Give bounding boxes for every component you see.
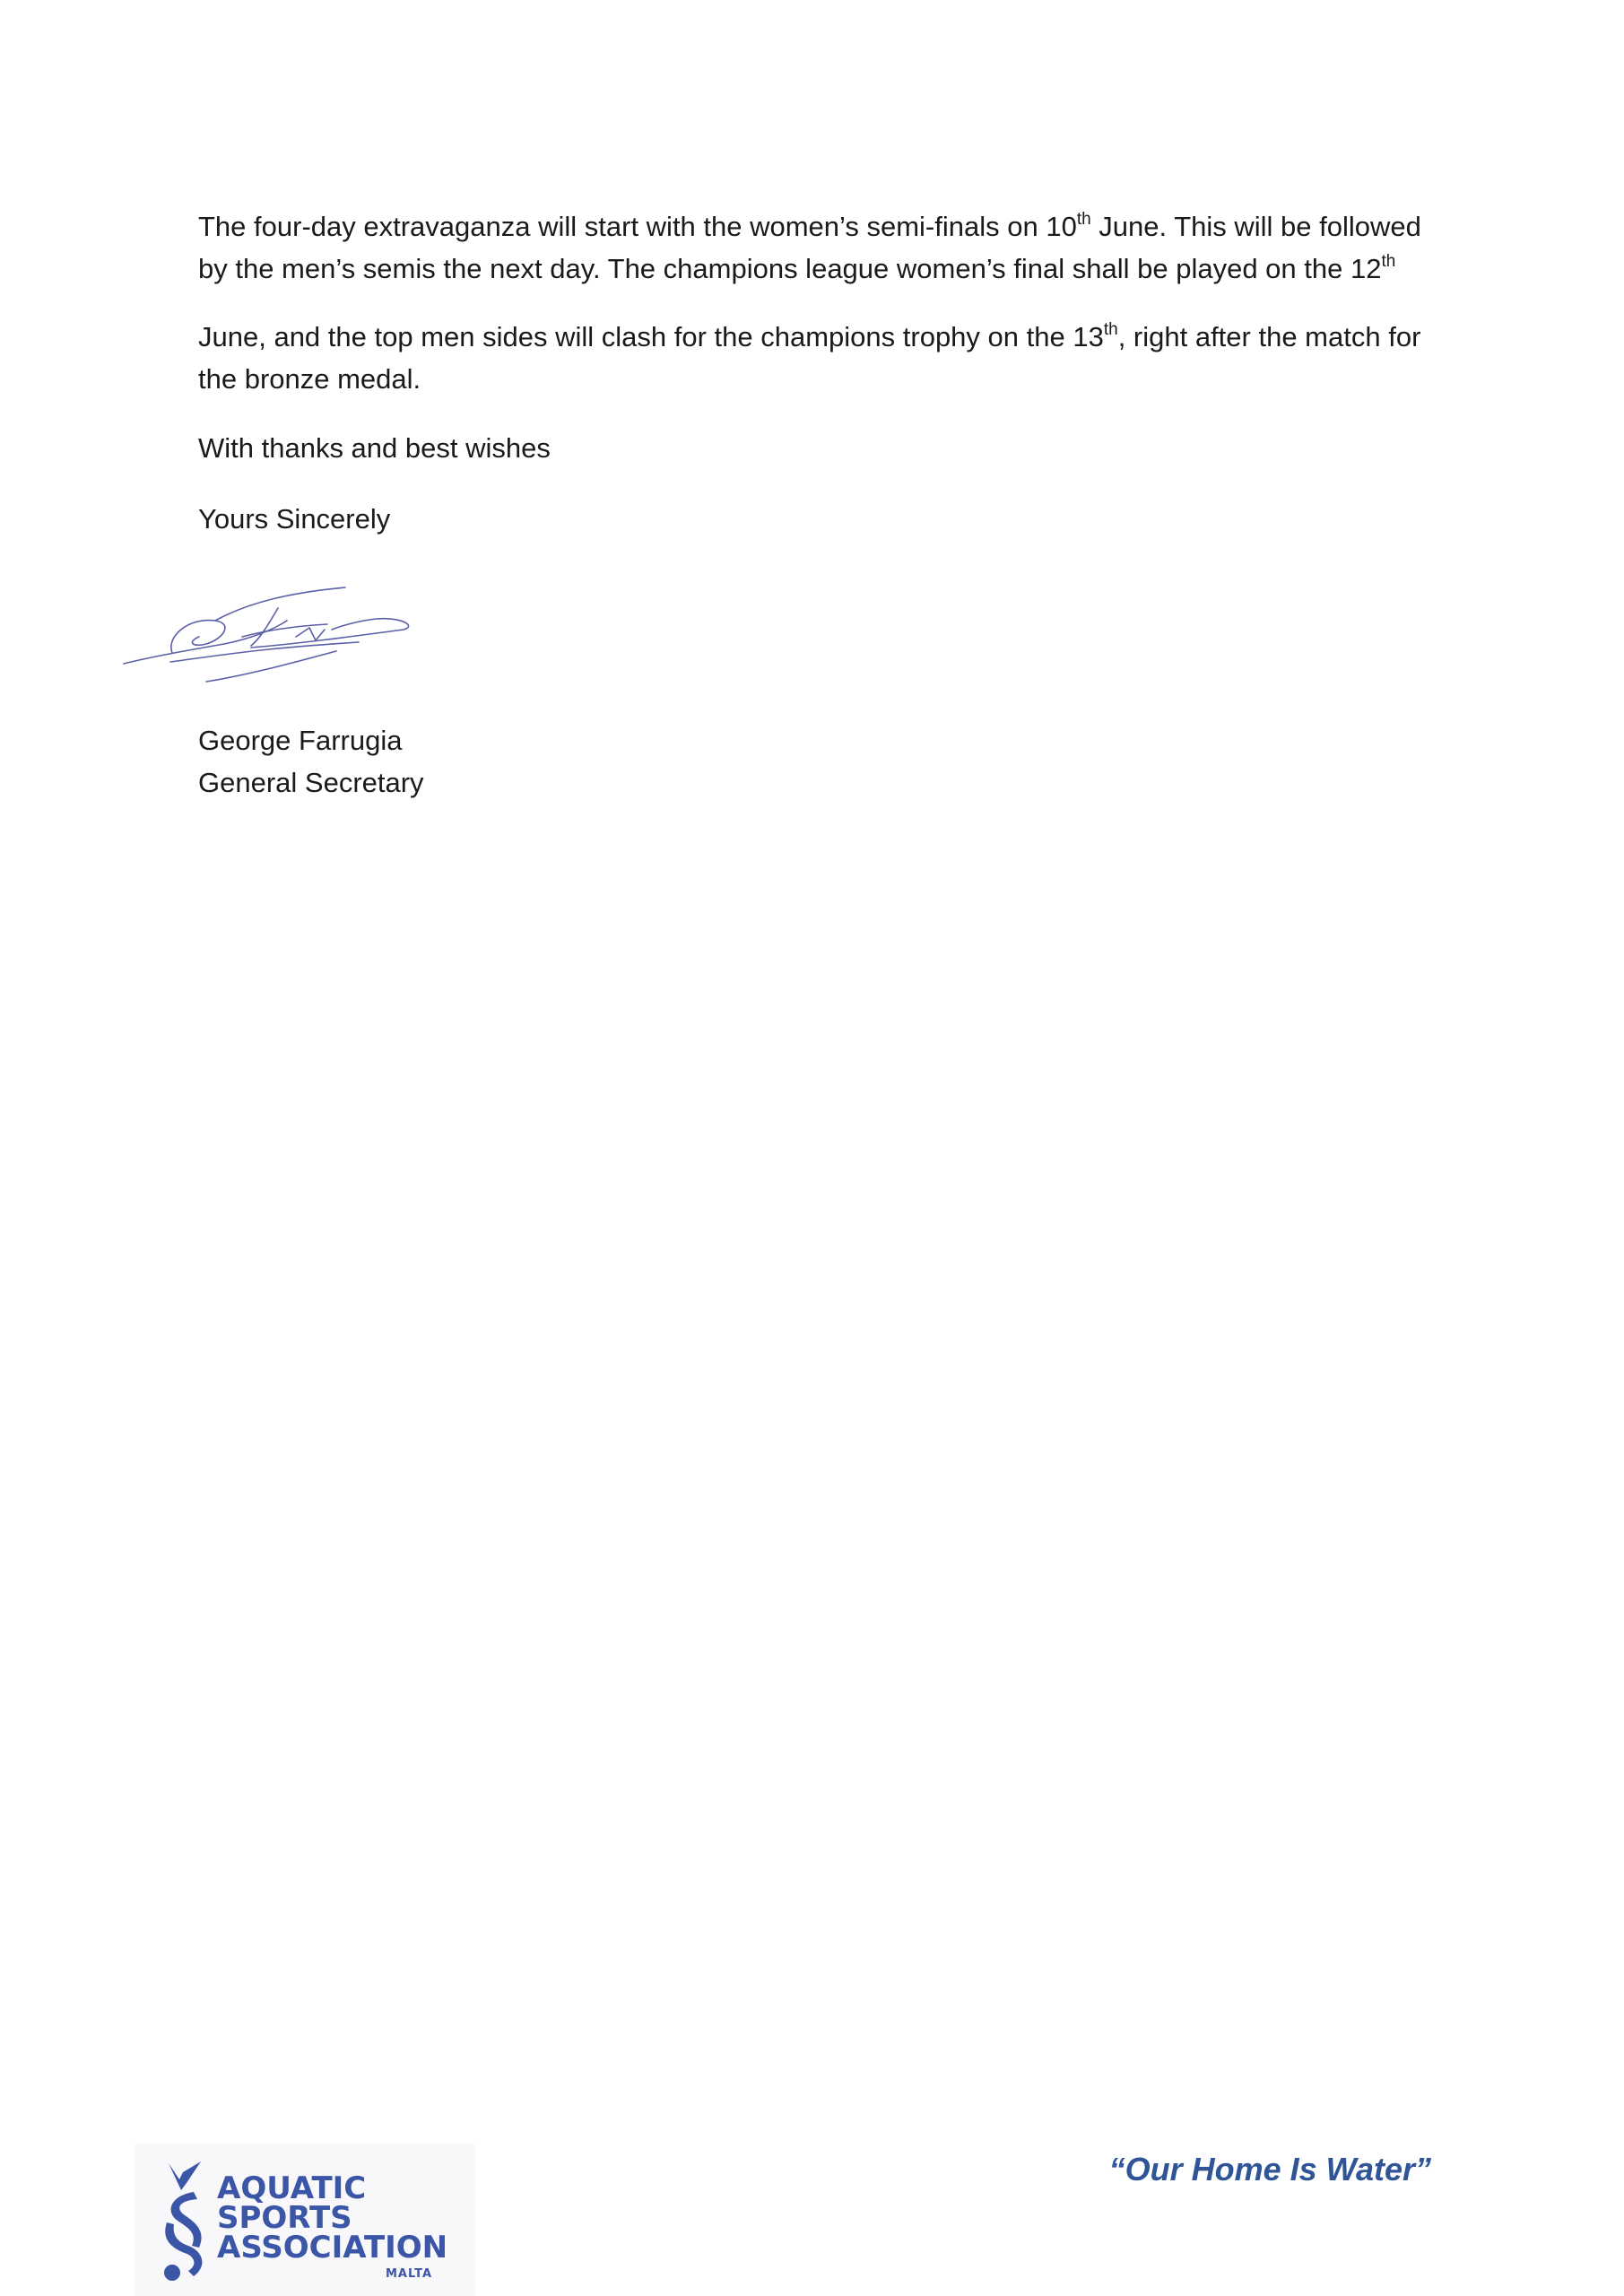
signature-image bbox=[117, 574, 421, 691]
logo-line: AQUATIC bbox=[217, 2170, 367, 2206]
ordinal-suffix: th bbox=[1381, 251, 1396, 271]
logo-line: SPORTS bbox=[217, 2200, 352, 2236]
paragraph-finals-text-a: June, and the top men sides will clash for the champions trophy on the 13 bbox=[198, 321, 1104, 352]
signature-block bbox=[198, 719, 424, 804]
paragraph-finals-text-b: , right after the match for the bronze medal. bbox=[198, 321, 1421, 395]
ordinal-suffix: th bbox=[1076, 209, 1091, 229]
paragraph-schedule-text-a: The four-day extravaganza will start with the women’s semi-finals on 10 bbox=[198, 211, 1077, 242]
paragraph-schedule-text-b: June. This will be followed by the men’s semis the next day. The champions league women’s final shall be played on the 12 bbox=[198, 211, 1421, 284]
logo-country: MALTA bbox=[386, 2267, 433, 2281]
paragraph-finals bbox=[198, 316, 1454, 400]
logo-wordmark bbox=[217, 2170, 448, 2266]
salutation: Yours Sincerely bbox=[198, 503, 391, 535]
swimmer-logo-icon bbox=[161, 2160, 206, 2285]
logo-line: ASSOCIATION bbox=[217, 2230, 448, 2266]
closing-line: With thanks and best wishes bbox=[198, 432, 551, 464]
paragraph-schedule bbox=[198, 205, 1454, 290]
signatory-name: George Farrugia bbox=[198, 725, 403, 756]
tagline: “Our Home Is Water” bbox=[1108, 2151, 1431, 2187]
ordinal-suffix: th bbox=[1103, 319, 1118, 339]
signatory-title: General Secretary bbox=[198, 767, 424, 798]
association-logo bbox=[135, 2144, 475, 2296]
